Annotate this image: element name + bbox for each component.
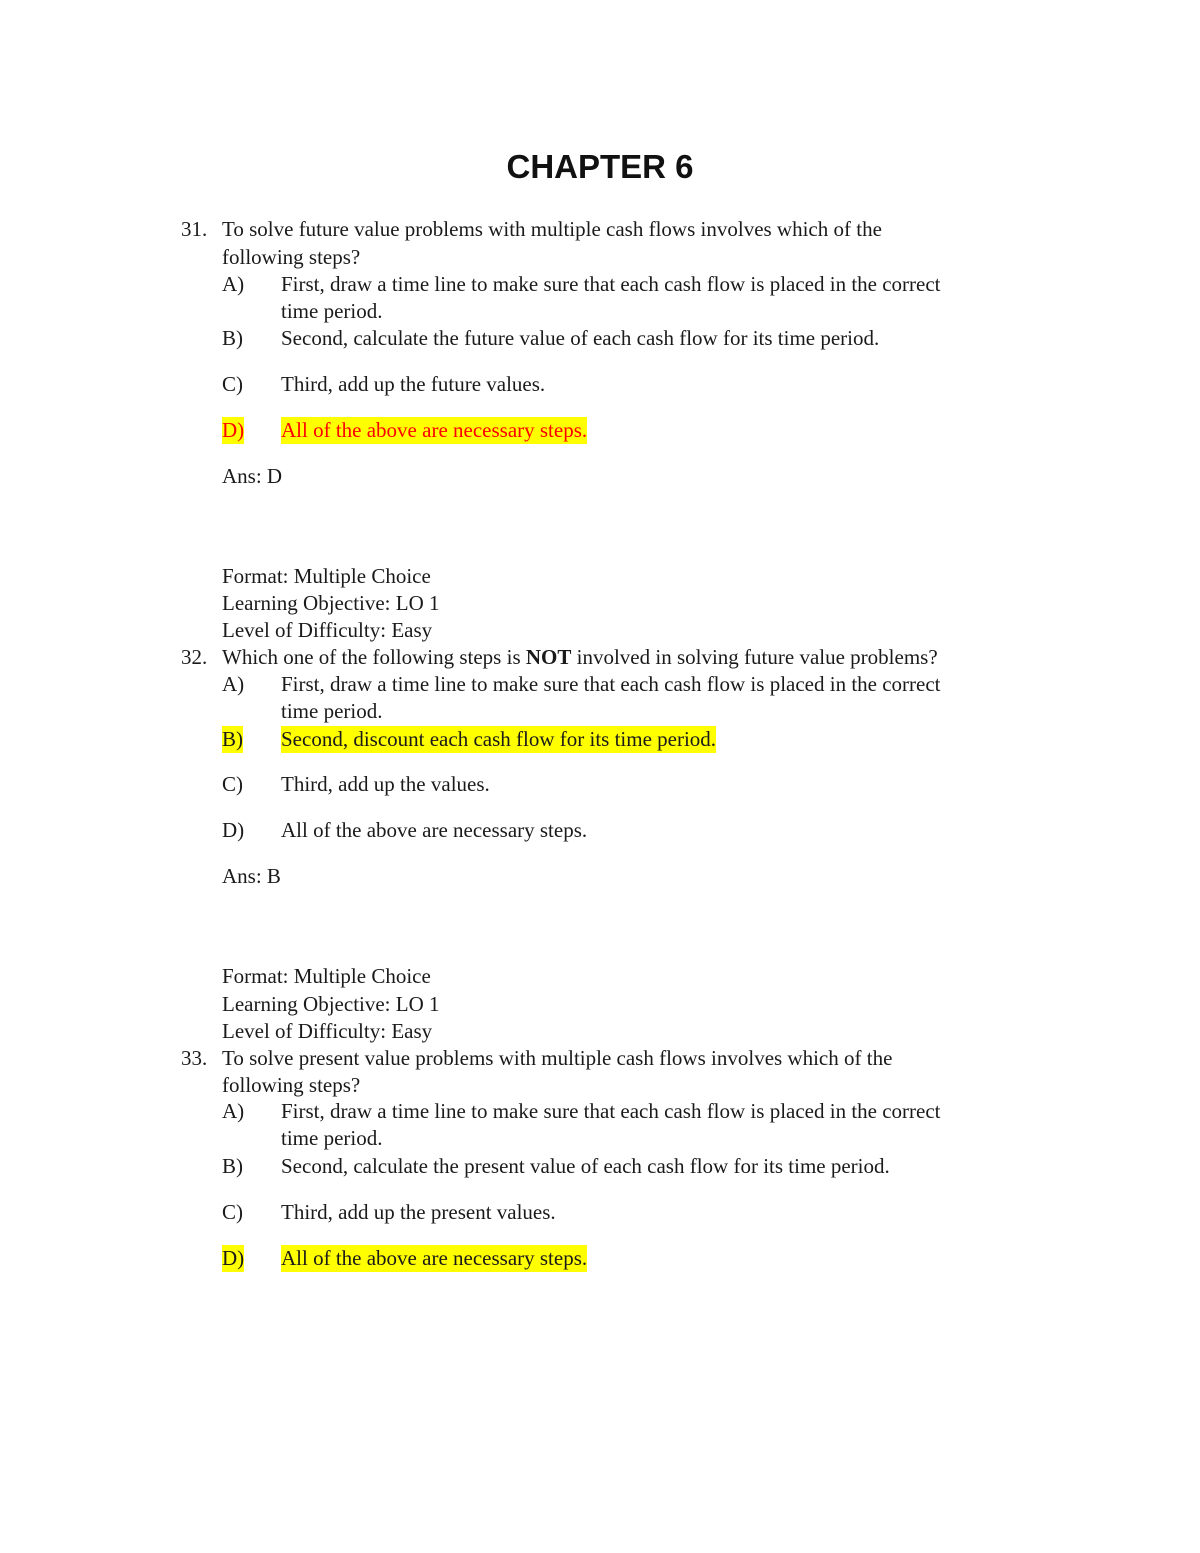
format-line: Format: Multiple Choice (222, 564, 431, 588)
option-d-text-correct: All of the above are necessary steps. (281, 1246, 588, 1270)
option-a-text-cont: time period. (281, 1126, 383, 1150)
answer-line: Ans: B (222, 864, 281, 888)
option-a-text-cont: time period. (281, 299, 383, 323)
option-letter-c: C) (222, 772, 243, 796)
question-number: 31. (181, 217, 208, 241)
option-d-text-correct: All of the above are necessary steps. (281, 418, 588, 442)
question-number: 32. (181, 645, 208, 669)
option-a-text-cont: time period. (281, 699, 383, 723)
difficulty-line: Level of Difficulty: Easy (222, 618, 433, 642)
option-letter-b: B) (222, 326, 243, 350)
question-stem: To solve present value problems with multiple cash flows involves which of the (222, 1046, 893, 1070)
page-title: CHAPTER 6 (506, 148, 694, 185)
option-b-text-correct: Second, discount each cash flow for its time period. (281, 727, 717, 751)
question-stem-cont: following steps? (222, 1073, 361, 1097)
option-d-text: All of the above are necessary steps. (281, 818, 588, 842)
option-b-text: Second, calculate the future value of each cash flow for its time period. (281, 326, 880, 350)
question-stem: To solve future value problems with multiple cash flows involves which of the (222, 217, 882, 241)
answer-line: Ans: D (222, 464, 283, 488)
stem-part: involved in solving future value problems? (571, 645, 938, 669)
option-letter-c: C) (222, 372, 243, 396)
stem-emphasis: NOT (525, 645, 572, 669)
option-a-text: First, draw a time line to make sure that each cash flow is placed in the correct (281, 672, 941, 696)
option-c-text: Third, add up the present values. (281, 1200, 556, 1224)
option-c-text: Third, add up the values. (281, 772, 490, 796)
option-c-text: Third, add up the future values. (281, 372, 546, 396)
option-letter-a: A) (222, 1099, 245, 1123)
option-letter-b: B) (222, 1154, 243, 1178)
question-stem (222, 644, 938, 671)
option-b-text: Second, calculate the present value of each cash flow for its time period. (281, 1154, 890, 1178)
stem-part: Which one of the following steps is (222, 645, 526, 669)
difficulty-line: Level of Difficulty: Easy (222, 1019, 433, 1043)
option-letter-a: A) (222, 272, 245, 296)
option-letter-d-correct: D) (222, 418, 245, 442)
option-letter-b-correct: B) (222, 727, 243, 751)
question-number: 33. (181, 1046, 208, 1070)
option-a-text: First, draw a time line to make sure that each cash flow is placed in the correct (281, 1099, 941, 1123)
option-letter-d: D) (222, 818, 245, 842)
option-letter-a: A) (222, 672, 245, 696)
option-letter-d-correct: D) (222, 1246, 245, 1270)
learning-objective-line: Learning Objective: LO 1 (222, 992, 440, 1016)
option-a-text: First, draw a time line to make sure that each cash flow is placed in the correct (281, 272, 941, 296)
learning-objective-line: Learning Objective: LO 1 (222, 591, 440, 615)
question-stem-cont: following steps? (222, 245, 361, 269)
format-line: Format: Multiple Choice (222, 964, 431, 988)
option-letter-c: C) (222, 1200, 243, 1224)
